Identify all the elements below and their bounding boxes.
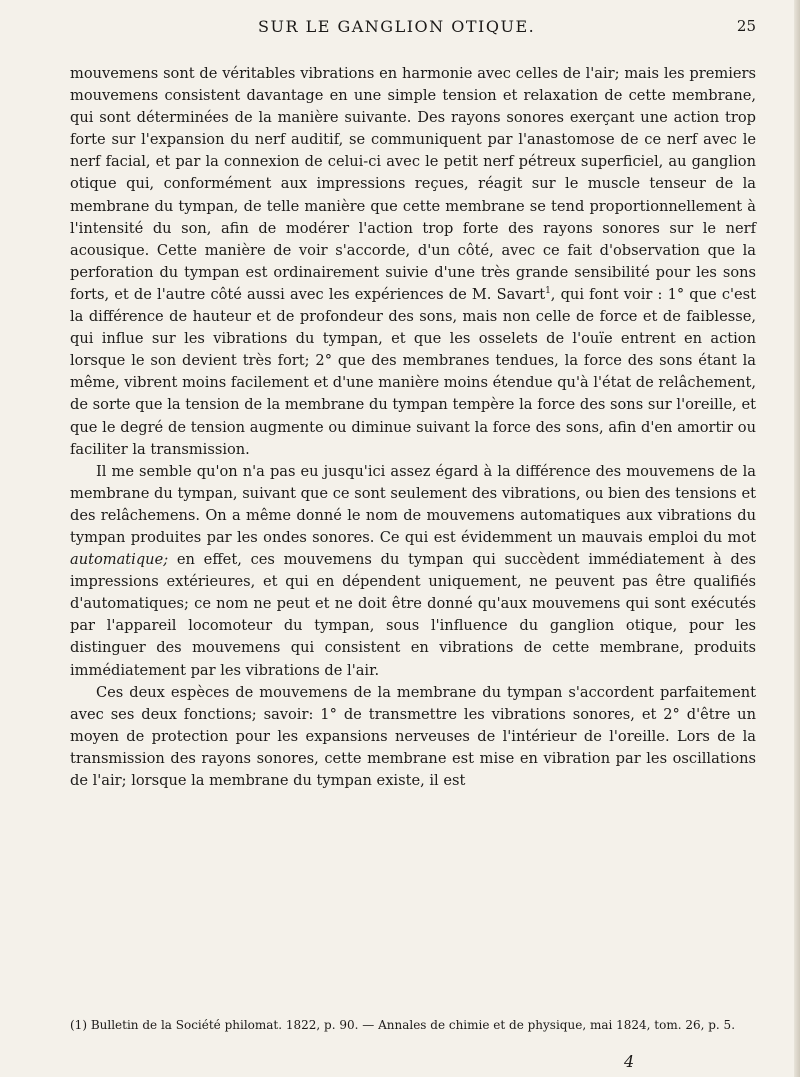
paragraph-1 [70, 63, 756, 461]
footnote: (1) Bulletin de la Société philomat. 1822, p. 90. — Annales de chimie et de physique, mai 1824, tom. 26, p. 5. [70, 1018, 736, 1032]
paragraph-2-emphasis: automatique; [70, 551, 169, 569]
page-edge [794, 0, 800, 1077]
signature-mark: 4 [624, 1052, 635, 1071]
paragraph-2 [70, 461, 756, 682]
footnote-ref: 1 [545, 286, 551, 297]
body-text [70, 63, 756, 792]
paragraph-3: Ces deux espèces de mouvemens de la membrane du tympan s'accordent parfaitement avec ses deux fonctions; savoir: 1° de transmettre les vibrations sonores, et 2° d'être un moyen de protection pour les expansions nerveuses de l'intérieur de l'oreille. Lors de la transmission des rayons sonores, cette membrane est mise en vibration par les oscillations de l'air; lorsque la membrane du tympan existe, il est [70, 683, 756, 789]
paragraph-2-text-b: en effet, ces mouvemens du tympan qui succèdent immédiatement à des impressions extérieures, et qui en dépendent uniquement, ne peuvent pas être qualifiés d'automatiques; ce nom ne peut et ne doit être donné qu'aux mouvemens qui sont exécutés par l'appareil locomoteur du tympan, sous l'influence du ganglion otique, pour les distinguer des mouvemens qui consistent en vibrations de cette membrane, produits immédiatement par les vibrations de l'air. [70, 551, 756, 679]
page-number: 25 [736, 17, 756, 35]
paragraph-1-text-a: mouvemens sont de véritables vibrations en harmonie avec celles de l'air; mais les premiers mouvemens consistent davantage en une simple tension et relaxation de cette membrane, qui sont déterminées de la manière suivante. Des rayons sonores exerçant une action trop forte sur l'expansion du nerf auditif, se communiquent par l'anastomose de ce nerf avec le nerf facial, et par la connexion de celui-ci avec le petit nerf pétreux superficiel, au ganglion otique qui, conformément aux impressions reçues, réagit sur le muscle tenseur de la membrane du tympan, de telle manière que cette membrane se tend proportionnellement à l'intensité du son, afin de modérer l'action trop forte des rayons sonores sur le nerf acousique. Cette manière de voir s'accorde, d'un côté, avec ce fait d'observation que la perforation du tympan est ordinairement suivie d'une très grande sensibilité pour les sons forts, et de l'autre côté aussi avec les expériences de M. Savart [70, 65, 756, 303]
running-head [70, 17, 756, 39]
running-title: SUR LE GANGLION OTIQUE. [258, 17, 536, 36]
paragraph-2-text-a: Il me semble qu'on n'a pas eu jusqu'ici assez égard à la différence des mouvemens de la membrane du tympan, suivant que ce sont seulement des vibrations, ou bien des tensions et des relâchemens. On a même donné le nom de mouvemens automatiques aux vibrations du tympan produites par les ondes sonores. Ce qui est évidemment un mauvais emploi du mot [70, 462, 756, 546]
paragraph-1-text-b: , qui font voir : 1° que c'est la différence de hauteur et de profondeur des sons, mais non celle de force et de faiblesse, qui influe sur les vibrations du tympan, et que les osselets de l'ouïe entrent en action lorsque le son devient très fort; 2° que des membranes tendues, la force des sons étant la même, vibrent moins facilement et d'une manière moins étendue qu'à l'état de relâchement, de sorte que la tension de la membrane du tympan tempère la force des sons sur l'oreille, et que le degré de tension augmente ou diminue suivant la force des sons, afin d'en amortir ou faciliter la transmission. [70, 285, 757, 458]
